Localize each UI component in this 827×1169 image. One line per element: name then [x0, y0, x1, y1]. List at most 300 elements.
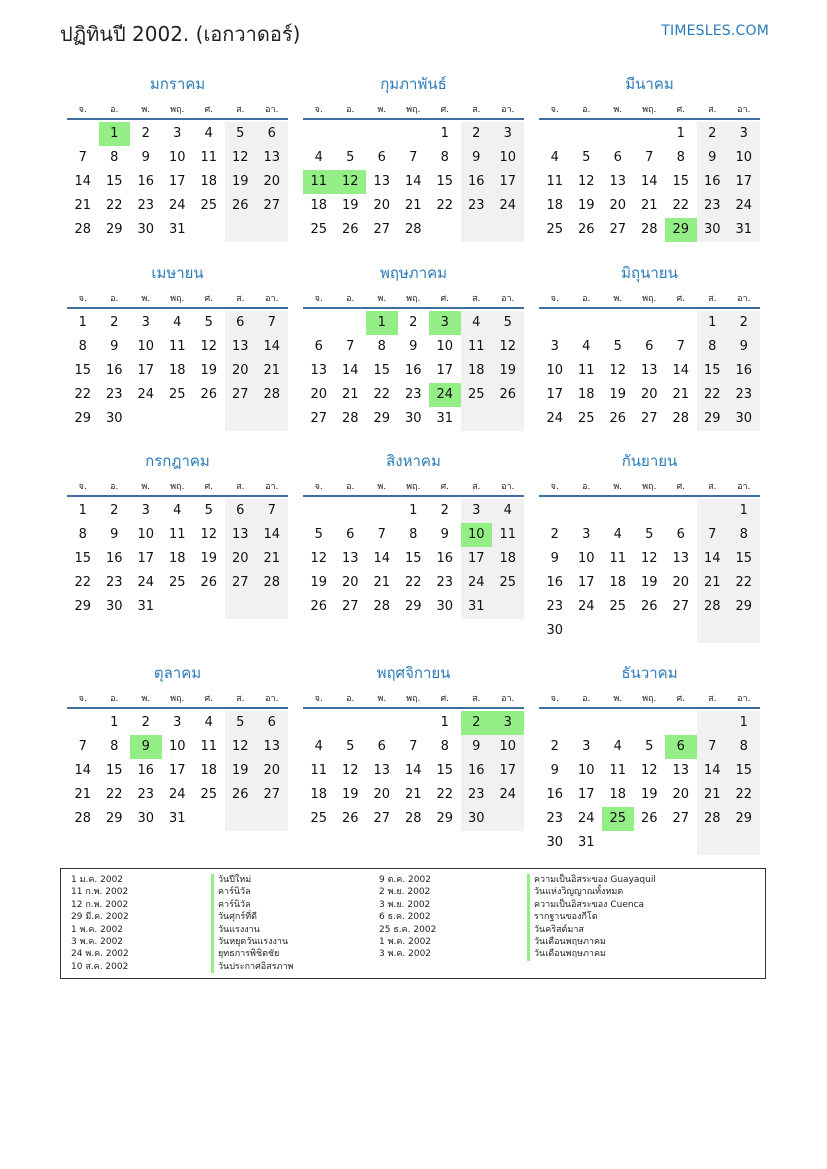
- calendar-day: 1: [728, 499, 760, 523]
- calendar-day: 2: [409, 315, 418, 330]
- calendar-day: 2: [550, 739, 559, 754]
- calendar-day: 10: [577, 551, 595, 566]
- calendar-day: 9: [110, 527, 119, 542]
- calendar-day: 26: [341, 222, 359, 237]
- weekday-label: พฤ.: [642, 694, 657, 704]
- calendar-day: 17: [492, 170, 524, 194]
- calendar-day: 26: [200, 575, 218, 590]
- month-name: กันยายน: [621, 452, 678, 470]
- weekday-label: พ.: [141, 694, 151, 704]
- calendar-day: 5: [645, 739, 654, 754]
- weekday-label: อ.: [582, 694, 591, 704]
- legend-holiday-name: ความเป็นอิสระของ Guayaquil: [527, 874, 656, 886]
- calendar-day: 30: [546, 835, 564, 850]
- calendar-day: 25: [492, 571, 524, 595]
- calendar-day: 15: [105, 174, 123, 189]
- calendar-day: 8: [728, 523, 760, 547]
- calendar-day: 22: [74, 387, 92, 402]
- month-rule: [303, 707, 524, 709]
- weekday-label: ศ.: [676, 694, 686, 704]
- weekday-label: ส.: [236, 294, 245, 304]
- weekend-blank: [225, 595, 257, 619]
- calendar-day: 26: [609, 411, 627, 426]
- calendar-day: 28: [373, 599, 391, 614]
- calendar-day: 17: [546, 387, 564, 402]
- calendar-day: 8: [110, 150, 119, 165]
- month-name: สิงหาคม: [386, 452, 441, 470]
- calendar-day: 30: [105, 599, 123, 614]
- weekend-blank: [225, 218, 257, 242]
- weekday-label: อ.: [110, 482, 119, 492]
- calendar-day: 23: [436, 575, 454, 590]
- weekday-label: พ.: [613, 694, 623, 704]
- calendar-day: 20: [256, 759, 288, 783]
- legend-holiday-name: ความเป็นอิสระของ Cuenca: [527, 899, 656, 911]
- weekday-label: อา.: [265, 294, 279, 304]
- calendar-day: 19: [492, 359, 524, 383]
- calendar-day: 4: [204, 126, 213, 141]
- calendar-day: 7: [256, 499, 288, 523]
- calendar-day: 16: [404, 363, 422, 378]
- calendar-day: 21: [74, 198, 92, 213]
- weekday-label: พ.: [141, 482, 151, 492]
- calendar-day: 12: [341, 763, 359, 778]
- calendar-day: 2: [141, 126, 150, 141]
- calendar-day: 18: [310, 198, 328, 213]
- calendar-day: 1: [676, 126, 685, 141]
- calendar-day: 12: [200, 339, 218, 354]
- calendar-day: 4: [461, 311, 493, 335]
- weekday-label: อา.: [265, 694, 279, 704]
- weekday-label: ส.: [236, 694, 245, 704]
- calendar-day: 8: [78, 527, 87, 542]
- calendar-day: 19: [200, 551, 218, 566]
- calendar-day: 21: [373, 575, 391, 590]
- holiday-day: 25: [602, 807, 634, 831]
- calendar-day: 6: [346, 527, 355, 542]
- calendar-day: 18: [461, 359, 493, 383]
- calendar-day: 3: [492, 122, 524, 146]
- calendar-day: 15: [728, 547, 760, 571]
- calendar-day: 10: [168, 739, 186, 754]
- calendar-day: 14: [74, 174, 92, 189]
- calendar-day: 17: [168, 763, 186, 778]
- weekday-label: จ.: [314, 105, 323, 115]
- calendar-day: 4: [204, 715, 213, 730]
- calendar-day: 8: [697, 335, 729, 359]
- calendar-day: 6: [225, 311, 257, 335]
- calendar-day: 10: [577, 763, 595, 778]
- calendar-day: 25: [546, 222, 564, 237]
- weekday-label: อ.: [346, 294, 355, 304]
- calendar-day: 8: [78, 339, 87, 354]
- calendar-day: 3: [582, 739, 591, 754]
- calendar-day: 21: [672, 387, 690, 402]
- calendar-day: 16: [546, 787, 564, 802]
- weekend-blank: [461, 218, 493, 242]
- weekday-header: [539, 691, 760, 705]
- calendar-day: 7: [78, 150, 87, 165]
- weekday-label: จ.: [314, 294, 323, 304]
- calendar-day: 28: [404, 811, 422, 826]
- weekday-label: พฤ.: [170, 105, 185, 115]
- weekday-label: พฤ.: [170, 294, 185, 304]
- calendar-day: 14: [256, 335, 288, 359]
- calendar-day: 2: [461, 122, 493, 146]
- calendar-day: 22: [728, 783, 760, 807]
- calendar-day: 5: [204, 503, 213, 518]
- calendar-day: 9: [461, 735, 493, 759]
- calendar-day: 26: [341, 811, 359, 826]
- weekday-label: พ.: [377, 482, 387, 492]
- calendar-day: 5: [613, 339, 622, 354]
- legend-holiday-name: วันประกาศอิสรภาพ: [211, 961, 293, 973]
- weekday-label: ศ.: [440, 105, 450, 115]
- calendar-day: 6: [377, 739, 386, 754]
- month-name: พฤศจิกายน: [376, 664, 451, 682]
- weekday-label: ส.: [472, 482, 481, 492]
- calendar-day: 26: [200, 387, 218, 402]
- calendar-day: 29: [404, 599, 422, 614]
- weekend-blank: [492, 407, 524, 431]
- calendar-day: 10: [436, 339, 454, 354]
- weekday-label: อ.: [110, 105, 119, 115]
- calendar-day: 15: [728, 759, 760, 783]
- calendar-day: 3: [728, 122, 760, 146]
- calendar-day: 24: [546, 411, 564, 426]
- calendar-day: 18: [168, 363, 186, 378]
- calendar-day: 10: [492, 735, 524, 759]
- weekday-label: อา.: [737, 694, 751, 704]
- calendar-day: 31: [436, 411, 454, 426]
- weekday-label: พฤ.: [642, 105, 657, 115]
- weekend-blank: [256, 407, 288, 431]
- weekday-label: ส.: [236, 105, 245, 115]
- calendar-day: 23: [137, 787, 155, 802]
- weekday-label: อ.: [346, 482, 355, 492]
- weekday-label: อา.: [501, 694, 515, 704]
- calendar-day: 29: [105, 811, 123, 826]
- legend-date: 10 ส.ค. 2002: [71, 961, 129, 972]
- calendar-day: 17: [577, 787, 595, 802]
- calendar-day: 9: [110, 339, 119, 354]
- calendar-day: 13: [640, 363, 658, 378]
- weekday-label: ส.: [236, 482, 245, 492]
- calendar-day: 2: [728, 311, 760, 335]
- holiday-legend: [60, 868, 766, 979]
- calendar-day: 12: [225, 146, 257, 170]
- calendar-day: 14: [672, 363, 690, 378]
- weekday-label: อา.: [501, 482, 515, 492]
- legend-holiday-name: วันเดือนพฤษภาคม: [527, 936, 656, 948]
- calendar-day: 3: [173, 715, 182, 730]
- month-rule: [67, 707, 288, 709]
- weekday-label: อ.: [582, 482, 591, 492]
- holiday-day: 24: [429, 383, 461, 407]
- page-title: ปฏิทินปี 2002. (เอกวาดอร์): [60, 22, 301, 46]
- calendar-day: 1: [78, 503, 87, 518]
- calendar-day: 27: [225, 383, 257, 407]
- calendar-day: 27: [310, 411, 328, 426]
- calendar-day: 11: [492, 523, 524, 547]
- calendar-day: 1: [697, 311, 729, 335]
- holiday-day: 3: [429, 311, 461, 335]
- weekday-label: อา.: [265, 105, 279, 115]
- calendar-day: 28: [697, 595, 729, 619]
- calendar-day: 19: [341, 198, 359, 213]
- month-name: มกราคม: [149, 75, 206, 93]
- calendar-day: 22: [672, 198, 690, 213]
- holiday-day: 2: [461, 711, 493, 735]
- holiday-day: 1: [366, 311, 398, 335]
- calendar-day: 15: [74, 551, 92, 566]
- legend-date: 12 ก.พ. 2002: [71, 899, 129, 910]
- calendar-day: 27: [373, 811, 391, 826]
- calendar-day: 11: [461, 335, 493, 359]
- calendar-day: 16: [436, 551, 454, 566]
- legend-date: 3 พ.ค. 2002: [71, 936, 124, 947]
- calendar-day: 28: [256, 571, 288, 595]
- month-name: ธันวาคม: [621, 664, 678, 682]
- weekday-label: อา.: [737, 482, 751, 492]
- weekend-blank: [492, 595, 524, 619]
- calendar-day: 3: [461, 499, 493, 523]
- calendar-day: 18: [609, 787, 627, 802]
- calendar-day: 6: [613, 150, 622, 165]
- calendar-day: 15: [436, 174, 454, 189]
- calendar-day: 12: [200, 527, 218, 542]
- calendar-day: 13: [225, 335, 257, 359]
- calendar-day: 27: [256, 194, 288, 218]
- legend-date: 1 ม.ค. 2002: [71, 875, 124, 885]
- weekday-label: พ.: [613, 105, 623, 115]
- calendar-day: 19: [225, 759, 257, 783]
- calendar-day: 12: [577, 174, 595, 189]
- calendar-day: 23: [105, 387, 123, 402]
- calendar-day: 3: [582, 527, 591, 542]
- calendar-day: 5: [225, 122, 257, 146]
- calendar-day: 3: [141, 503, 150, 518]
- calendar-day: 20: [256, 170, 288, 194]
- calendar-day: 26: [577, 222, 595, 237]
- calendar-day: 14: [697, 547, 729, 571]
- calendar-day: 19: [341, 787, 359, 802]
- calendar-day: 26: [310, 599, 328, 614]
- calendar-day: 23: [105, 575, 123, 590]
- legend-holiday-name: วันปีใหม่: [211, 874, 293, 886]
- weekend-blank: [256, 218, 288, 242]
- holiday-day: 1: [99, 122, 131, 146]
- calendar-day: 7: [645, 150, 654, 165]
- weekday-label: อ.: [582, 294, 591, 304]
- calendar-day: 22: [373, 387, 391, 402]
- calendar-day: 20: [341, 575, 359, 590]
- calendar-day: 29: [436, 811, 454, 826]
- calendar-day: 16: [546, 575, 564, 590]
- calendar-day: 26: [640, 811, 658, 826]
- calendar-day: 9: [141, 150, 150, 165]
- calendar-day: 3: [141, 315, 150, 330]
- calendar-day: 16: [137, 174, 155, 189]
- calendar-day: 5: [314, 527, 323, 542]
- calendar-day: 4: [582, 339, 591, 354]
- weekday-label: ศ.: [440, 482, 450, 492]
- weekday-label: พฤ.: [642, 294, 657, 304]
- weekday-label: อา.: [501, 294, 515, 304]
- calendar-day: 4: [314, 150, 323, 165]
- weekend-blank: [697, 831, 729, 855]
- calendar-day: 30: [137, 811, 155, 826]
- calendar-day: 13: [225, 523, 257, 547]
- calendar-day: 24: [137, 387, 155, 402]
- holiday-day: 10: [461, 523, 493, 547]
- calendar-day: 7: [346, 339, 355, 354]
- calendar-day: 19: [640, 575, 658, 590]
- weekday-label: อ.: [110, 294, 119, 304]
- calendar-day: 10: [546, 363, 564, 378]
- calendar-day: 19: [225, 170, 257, 194]
- weekday-label: พ.: [613, 482, 623, 492]
- weekday-label: พ.: [377, 105, 387, 115]
- calendar-day: 22: [105, 198, 123, 213]
- weekend-blank: [256, 807, 288, 831]
- weekday-label: พ.: [377, 294, 387, 304]
- calendar-day: 11: [168, 527, 186, 542]
- calendar-day: 30: [404, 411, 422, 426]
- calendar-day: 14: [404, 763, 422, 778]
- calendar-day: 8: [440, 150, 449, 165]
- calendar-day: 23: [461, 194, 493, 218]
- calendar-day: 11: [200, 150, 218, 165]
- calendar-day: 14: [74, 763, 92, 778]
- calendar-day: 17: [137, 551, 155, 566]
- calendar-day: 2: [440, 503, 449, 518]
- calendar-day: 2: [550, 527, 559, 542]
- calendar-day: 24: [168, 198, 186, 213]
- weekday-label: จ.: [78, 694, 87, 704]
- calendar-day: 2: [697, 122, 729, 146]
- calendar-day: 31: [577, 835, 595, 850]
- month-name: ตุลาคม: [153, 664, 202, 682]
- weekend-blank: [697, 499, 729, 523]
- calendar-day: 7: [409, 739, 418, 754]
- calendar-day: 8: [409, 527, 418, 542]
- calendar-day: 16: [105, 551, 123, 566]
- legend-date: 24 พ.ค. 2002: [71, 949, 129, 960]
- weekend-blank: [461, 407, 493, 431]
- site-link[interactable]: TIMESLES.COM: [661, 23, 769, 39]
- weekday-header: [303, 102, 524, 116]
- calendar-day: 1: [78, 315, 87, 330]
- calendar-day: 23: [137, 198, 155, 213]
- weekend-blank: [492, 807, 524, 831]
- month-rule: [539, 707, 760, 709]
- weekday-label: ศ.: [676, 482, 686, 492]
- calendar-day: 25: [310, 811, 328, 826]
- calendar-day: 21: [404, 198, 422, 213]
- weekday-label: ศ.: [676, 294, 686, 304]
- calendar-day: 22: [436, 198, 454, 213]
- calendar-day: 20: [373, 787, 391, 802]
- calendar-day: 24: [492, 783, 524, 807]
- calendar-day: 23: [728, 383, 760, 407]
- weekday-label: พ.: [613, 294, 623, 304]
- weekday-label: พฤ.: [406, 294, 421, 304]
- weekday-label: อา.: [737, 105, 751, 115]
- weekday-label: ส.: [472, 105, 481, 115]
- calendar-day: 7: [256, 311, 288, 335]
- weekday-header: [67, 102, 288, 116]
- calendar-day: 20: [310, 387, 328, 402]
- calendar-day: 31: [168, 222, 186, 237]
- calendar-day: 25: [609, 599, 627, 614]
- calendar-day: 7: [676, 339, 685, 354]
- legend-dates-right: [379, 874, 436, 961]
- weekday-label: ศ.: [676, 105, 686, 115]
- calendar-day: 25: [577, 411, 595, 426]
- calendar-day: 4: [173, 503, 182, 518]
- calendar-day: 10: [137, 339, 155, 354]
- calendar-day: 15: [404, 551, 422, 566]
- weekend-blank: [225, 407, 257, 431]
- calendar-day: 13: [672, 763, 690, 778]
- calendar-day: 20: [225, 547, 257, 571]
- calendar-day: 17: [137, 363, 155, 378]
- weekday-header: [539, 102, 760, 116]
- calendar-day: 4: [613, 739, 622, 754]
- calendar-day: 21: [341, 387, 359, 402]
- weekday-label: พฤ.: [406, 482, 421, 492]
- month-name: กรกฎาคม: [145, 452, 210, 470]
- weekday-label: ส.: [472, 694, 481, 704]
- calendar-day: 17: [436, 363, 454, 378]
- weekday-label: พฤ.: [642, 482, 657, 492]
- calendar-day: 31: [728, 218, 760, 242]
- calendar-day: 29: [74, 599, 92, 614]
- calendar-day: 30: [728, 407, 760, 431]
- calendar-day: 5: [225, 711, 257, 735]
- calendar-day: 12: [492, 335, 524, 359]
- calendar-day: 25: [461, 383, 493, 407]
- calendar-day: 27: [609, 222, 627, 237]
- calendar-day: 10: [728, 146, 760, 170]
- calendar-day: 30: [546, 623, 564, 638]
- calendar-day: 14: [341, 363, 359, 378]
- calendar-day: 31: [137, 599, 155, 614]
- calendar-day: 14: [256, 523, 288, 547]
- calendar-day: 19: [609, 387, 627, 402]
- calendar-day: 9: [728, 335, 760, 359]
- calendar-day: 16: [728, 359, 760, 383]
- weekday-label: พฤ.: [406, 694, 421, 704]
- calendar-day: 28: [404, 222, 422, 237]
- calendar-day: 7: [697, 523, 729, 547]
- calendar-day: 12: [310, 551, 328, 566]
- legend-date: 9 ต.ค. 2002: [379, 875, 431, 885]
- weekday-label: จ.: [550, 105, 559, 115]
- legend-date: 1 พ.ค. 2002: [379, 936, 432, 947]
- calendar-day: 22: [728, 571, 760, 595]
- calendar-day: 13: [373, 174, 391, 189]
- weekend-blank: [697, 711, 729, 735]
- calendar-day: 15: [436, 763, 454, 778]
- legend-holiday-name: วันแห่งวิญญาณทั้งหมด: [527, 886, 656, 898]
- calendar-day: 19: [310, 575, 328, 590]
- calendar-day: 28: [74, 222, 92, 237]
- calendar-day: 18: [492, 547, 524, 571]
- month-name: กุมภาพันธ์: [380, 75, 447, 93]
- calendar-day: 20: [640, 387, 658, 402]
